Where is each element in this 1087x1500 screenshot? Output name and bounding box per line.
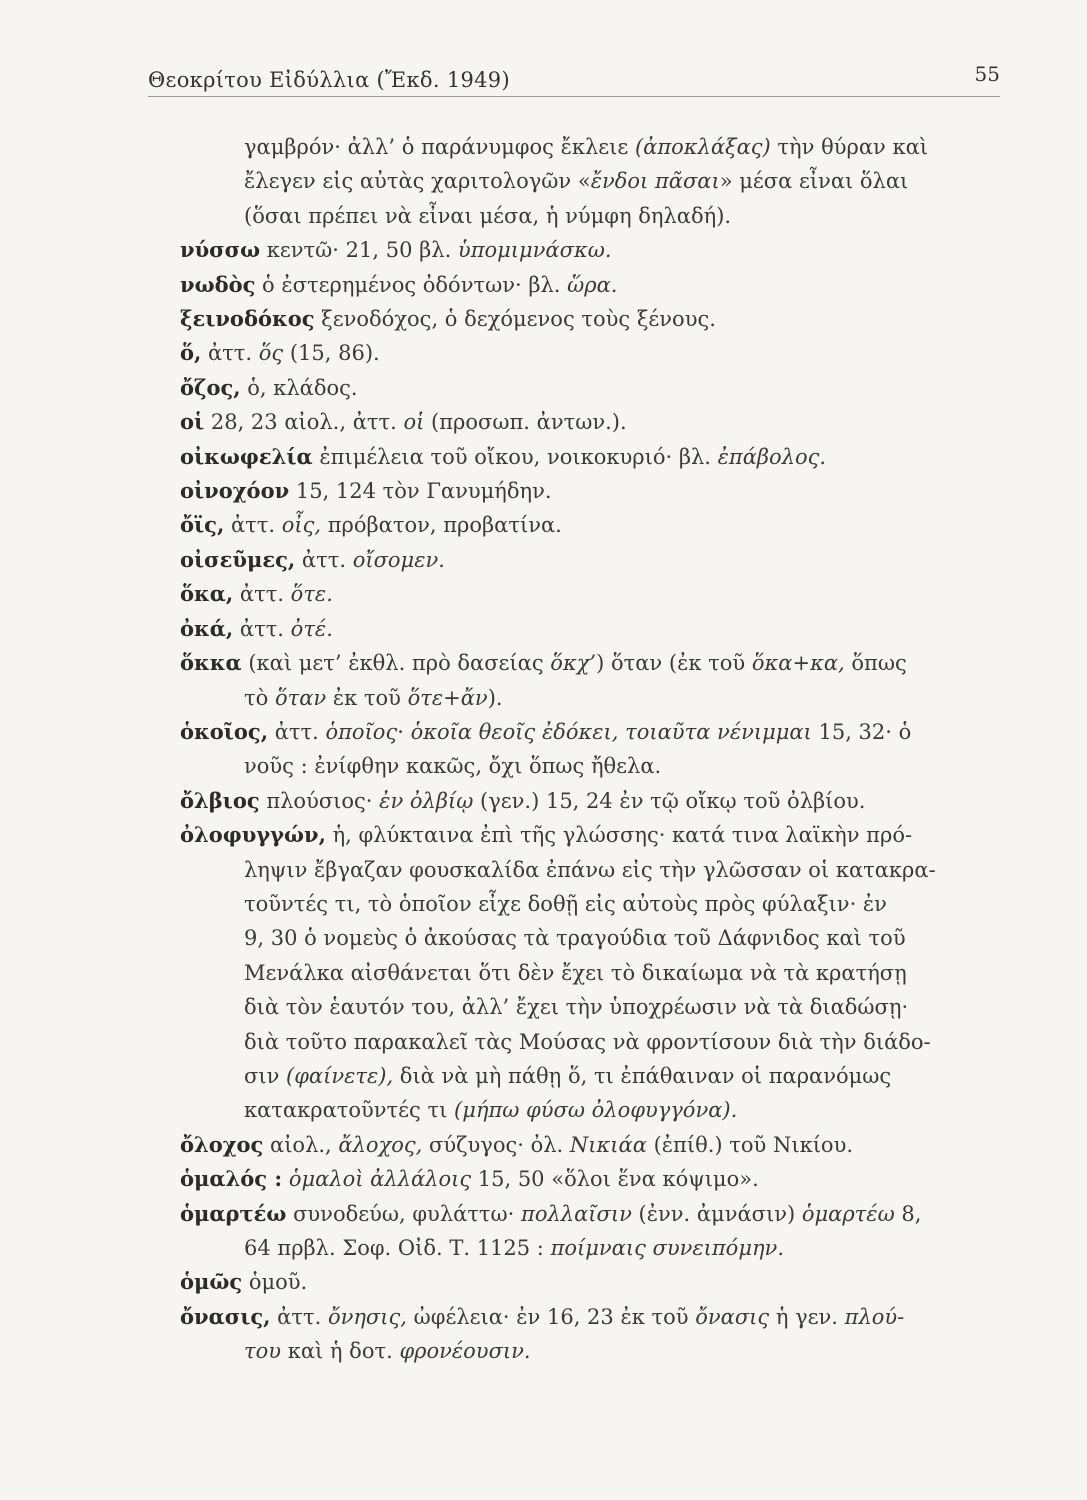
text: ἀττ. [270,1304,328,1329]
italic-text: ὅτε [407,685,444,710]
text: 15, 32· ὁ [811,719,912,744]
text: ἀττ. [268,719,326,744]
entry-continuation-line [180,921,1030,955]
italic-text: ὅκχ’ [550,651,597,676]
glossary-body [180,130,1030,1369]
italic-text: πλού- [844,1304,905,1329]
headword: ὄζος, [180,374,241,400]
text: σιν [244,1063,287,1088]
italic-text: ὁποῖος [325,719,398,744]
entry-continuation-line [180,199,1030,233]
text: γαμβρόν· ἀλλ’ ὁ παράνυμφος ἔκλειε [244,135,635,159]
text: κεντῶ· 21, 50 βλ. [260,238,458,263]
italic-text: (ἀποκλάξας) [634,135,771,159]
text: ἀττ. [201,341,259,366]
text: τὸ [244,685,275,710]
italic-text: του [244,1339,282,1364]
text: ). [487,685,503,710]
italic-text: φρονέουσιν. [399,1339,531,1364]
text: διὰ τοῦτο παρακαλεῖ τὰς Μούσας νὰ φροντίσουν διὰ τὴν διάδο- [244,1029,931,1054]
entry-line [180,1162,1030,1196]
entry-continuation-line [180,681,1030,715]
text: τοῦντές τι, τὸ ὁποῖον εἶχε δοθῇ εἰς αὐτοὺς πρὸς φύλαξιν· ἐν [244,891,887,916]
page-number: 55 [974,62,1000,86]
italic-text: ἄλοχος, [338,1132,423,1157]
running-header [148,62,1000,98]
italic-text: ὁκοῖα θεοῖς ἐδόκει, τοιαῦτα νένιμμαι [410,719,812,744]
headword: ὀκά, [180,615,234,641]
text: διὰ νὰ μὴ πάθῃ ὅ, τι ἐπάθαιναν οἱ παρανόμως [393,1063,892,1088]
entry-continuation-line [180,956,1030,990]
text: συνοδεύω, φυλάττω· [286,1201,522,1226]
headword: ὁμαλός : [180,1166,283,1192]
italic-text: κα, [810,651,845,676]
headword: ὄϊς, [180,512,225,538]
text: · [397,719,411,744]
italic-text: ὅκα [751,651,793,676]
italic-text: (φαίνετε), [286,1063,394,1088]
entry-continuation-line [180,130,1030,164]
text: Μενάλκα αἰσθάνεται ὅτι δὲν ἔχει τὸ δικαίωμα νὰ τὰ κρατήσῃ [244,960,907,985]
italic-text: ὥρα. [567,272,618,297]
text: (γεν.) 15, 24 ἐν τῷ οἴκῳ τοῦ ὀλβίου. [473,788,866,813]
text: ὁ ἐστερημένος ὀδόντων· βλ. [255,272,568,297]
entry-continuation-line [180,1059,1030,1093]
text: ) ὅταν (ἐκ τοῦ [596,651,752,676]
headword: ὅκκα [180,650,242,676]
italic-text: ἄν [460,685,488,710]
headword: ξεινοδόκος [180,306,315,332]
text: ἔλεγεν εἰς αὐτὰς χαριτολογῶν « [244,169,591,194]
entry-continuation-line [180,749,1030,783]
italic-text: ὅτε. [290,582,333,607]
headword: ὁμαρτέω [180,1200,287,1226]
italic-text: οἱ [403,410,425,435]
headword: οἰσεῦμες, [180,546,296,572]
text: ἀττ. [233,616,291,641]
entry-line [180,1265,1030,1299]
text: ἡ γεν. [769,1304,845,1329]
entry-line [180,440,1030,474]
text: 28, 23 αἰολ., ἀττ. [204,410,404,435]
text: διὰ τὸν ἑαυτόν του, ἀλλ’ ἔχει τὴν ὑποχρέωσιν νὰ τὰ διαδώσῃ· [244,995,909,1020]
text: 64 πρβλ. Σοφ. Οἰδ. Τ. 1125 : [244,1236,551,1260]
text: » μέσα εἶναι ὅλαι [719,169,909,194]
entry-line [180,474,1030,508]
text: 15, 50 «ὅλοι ἕνα κόψιμο». [471,1167,759,1192]
headword: ὅκα, [180,581,234,607]
headword: οἰνοχόον [180,478,290,504]
text: 8, [894,1201,922,1226]
text: ὅπως [844,651,907,676]
entry-continuation-line [180,990,1030,1024]
entry-line [180,784,1030,818]
entry-continuation-line [180,164,1030,198]
italic-text: ὁμαλοὶ ἀλλάλοις [288,1167,472,1192]
italic-text: οἶς, [281,513,322,538]
text: ξενοδόχος, ὁ δεχόμενος τοὺς ξένους. [314,307,716,332]
entry-continuation-line [180,1025,1030,1059]
text: καὶ ἡ δοτ. [281,1339,400,1364]
italic-text: ὅταν [274,685,327,710]
text: ὠφέλεια· ἐν 16, 23 ἐκ τοῦ [406,1304,696,1329]
text: αἰολ., [263,1132,339,1157]
text: ληψιν ἔβγαζαν φουσκαλίδα ἐπάνω εἰς τὴν γλῶσσαν οἱ κατακρα- [244,857,936,882]
headword: νύσσω [180,237,261,263]
text: πλούσιος· [259,788,380,813]
text: ἀττ. [224,513,282,538]
entry-continuation-line [180,1231,1030,1265]
headword: οἱ [180,409,205,435]
text: (καὶ μετ’ ἐκθλ. πρὸ δασείας [241,651,551,676]
text: + [792,651,811,676]
italic-text: ἔνδοι πᾶσαι [590,169,720,194]
headword: νωδὸς [180,271,256,297]
entry-line [180,646,1030,680]
text: (15, 86). [283,341,380,366]
entry-line [180,508,1030,542]
italic-text: πολλαῖσιν [521,1201,632,1226]
italic-text: ὁμαρτέω [801,1201,895,1226]
text: ἡ, φλύκταινα ἐπὶ τῆς γλώσσης· κατά τινα λαϊκὴν πρό- [325,823,913,848]
entry-line [180,1128,1030,1162]
entry-line [180,405,1030,439]
italic-text: ὅς [258,341,284,366]
text: ἐπιμέλεια τοῦ οἴκου, νοικοκυριό· βλ. [312,444,718,469]
entry-line [180,268,1030,302]
text: ὁ, κλάδος. [240,375,358,400]
text: σύζυγος· ὀλ. [422,1132,570,1157]
text: (ἐνν. ἀμνάσιν) [631,1201,802,1226]
italic-text: ποίμναις συνειπόμην. [550,1236,784,1260]
text: κατακρατοῦντές τι [244,1098,455,1123]
entry-line [180,233,1030,267]
text [282,1167,289,1191]
italic-text: ἐν ὀλβίῳ [379,788,474,813]
text: (προσωπ. ἀντων.). [424,410,627,435]
headword: ὀλοφυγγών, [180,822,326,848]
entry-continuation-line [180,1334,1030,1368]
italic-text: Νικιάα [569,1132,647,1157]
entry-continuation-line [180,1093,1030,1127]
italic-text: (μήπω φύσω ὀλοφυγγόνα). [454,1098,738,1123]
italic-text: ὄνασις [695,1304,770,1329]
entry-line [180,715,1030,749]
entry-continuation-line [180,887,1030,921]
entry-line [180,302,1030,336]
text: ἐκ τοῦ [326,685,408,710]
text: πρόβατον, προβατίνα. [321,513,562,538]
italic-text: ὄνησις, [327,1304,407,1329]
italic-text: ὀτέ. [290,616,333,641]
headword: οἰκωφελία [180,443,313,469]
text: ἀττ. [295,547,353,572]
text: (ὅσαι πρέπει νὰ εἶναι μέσα, ἡ νύμφη δηλαδή). [244,203,732,228]
text: (ἐπίθ.) τοῦ Νικίου. [646,1132,854,1157]
italic-text: ὑπομιμνάσκω. [457,238,612,263]
entry-line [180,612,1030,646]
text: 15, 124 τὸν Γανυμήδην. [289,479,552,504]
text: ἀττ. [233,582,291,607]
entry-line [180,336,1030,370]
entry-line [180,1197,1030,1231]
entry-line [180,577,1030,611]
text: τὴν θύραν καὶ [770,135,928,159]
headword: ὅ, [180,340,202,366]
entry-line [180,1300,1030,1334]
headword: ὁκοῖος, [180,718,269,744]
headword: ὄλβιος [180,787,260,813]
running-title: Θεοκρίτου Εἰδύλλια (Ἔκδ. 1949) [148,68,510,92]
italic-text: ἐπάβολος. [717,444,827,469]
text: 9, 30 ὁ νομεὺς ὁ ἀκούσας τὰ τραγούδια τοῦ Δάφνιδος καὶ τοῦ [244,926,906,951]
entry-line [180,543,1030,577]
header-rule [148,96,1000,97]
entry-continuation-line [180,853,1030,887]
italic-text: οἴσομεν. [352,547,445,572]
entry-line [180,818,1030,852]
headword: ὄλοχος [180,1131,264,1157]
entry-line [180,371,1030,405]
text: + [443,685,461,710]
headword: ὄνασις, [180,1303,271,1329]
text: νοῦς : ἐνίφθην κακῶς, ὄχι ὅπως ἤθελα. [244,754,662,779]
headword: ὁμῶς [180,1269,243,1295]
text: ὁμοῦ. [242,1270,308,1295]
